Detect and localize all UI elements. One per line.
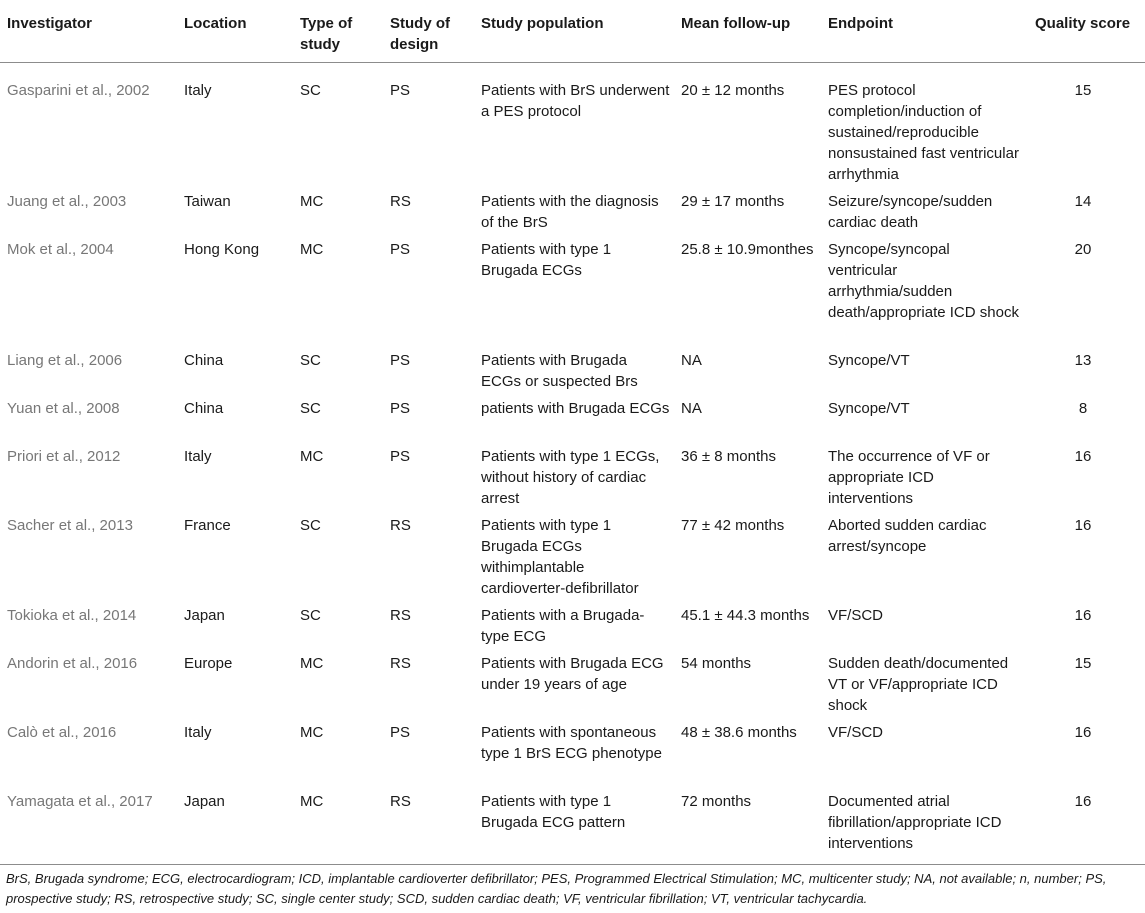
table-bottom-rule [0,864,1145,865]
cell-endpoint: Seizure/syncope/sudden cardiac death [828,193,993,231]
header-location: Location [184,15,247,32]
cell-location: Italy [184,82,212,99]
cell-investigator: Liang et al., 2006 [7,352,123,369]
cell-location: Japan [184,607,225,624]
cell-score: 16 [1074,724,1092,741]
cell-investigator: Yuan et al., 2008 [7,400,120,417]
cell-score: 16 [1074,517,1092,534]
cell-investigator: Sacher et al., 2013 [7,517,133,534]
cell-location: Hong Kong [184,241,260,258]
cell-location: China [184,400,224,417]
cell-type: MC [300,655,324,672]
cell-design: PS [390,724,411,741]
cell-location: Japan [184,793,225,810]
cell-design: RS [390,517,411,534]
cell-design: PS [390,448,411,465]
cell-type: SC [300,400,321,417]
header-type-of-study: Type of study [300,15,353,53]
cell-investigator: Yamagata et al., 2017 [7,793,153,810]
cell-population: Patients with type 1 Brugada ECGs [481,241,612,279]
cell-followup: 29 ± 17 months [681,193,785,210]
cell-population: Patients with type 1 Brugada ECG pattern [481,793,626,831]
cell-location: Italy [184,724,212,741]
cell-score: 8 [1078,400,1088,417]
cell-followup: 77 ± 42 months [681,517,785,534]
cell-score: 14 [1074,193,1092,210]
cell-endpoint: VF/SCD [828,607,884,624]
cell-population: Patients with type 1 Brugada ECGs withimplantable cardioverter-defibrillator [481,517,639,597]
cell-followup: NA [681,352,702,369]
cell-population: Patients with spontaneous type 1 BrS ECG phenotype [481,724,662,762]
cell-investigator: Calò et al., 2016 [7,724,117,741]
header-quality-score: Quality score [1035,15,1131,32]
cell-type: MC [300,241,324,258]
cell-type: MC [300,724,324,741]
header-endpoint: Endpoint [828,15,893,32]
cell-type: MC [300,448,324,465]
cell-score: 20 [1074,241,1092,258]
cell-followup: 36 ± 8 months [681,448,776,465]
cell-design: PS [390,352,411,369]
cell-endpoint: Aborted sudden cardiac arrest/syncope [828,517,987,555]
cell-endpoint: VF/SCD [828,724,884,741]
cell-investigator: Priori et al., 2012 [7,448,121,465]
table-header [0,0,1145,63]
cell-design: RS [390,607,411,624]
cell-population: Patients with Brugada ECGs or suspected Brs [481,352,638,390]
cell-endpoint: The occurrence of VF or appropriate ICD interventions [828,448,990,507]
cell-location: France [184,517,231,534]
cell-design: PS [390,400,411,417]
cell-score: 16 [1074,607,1092,624]
cell-population: Patients with BrS underwent a PES protocol [481,82,670,120]
cell-design: RS [390,193,411,210]
cell-design: RS [390,655,411,672]
cell-investigator: Tokioka et al., 2014 [7,607,137,624]
cell-score: 13 [1074,352,1092,369]
header-study-of-design: Study of design [390,15,450,53]
cell-population: Patients with a Brugada-type ECG [481,607,645,645]
cell-type: MC [300,193,324,210]
cell-location: Taiwan [184,193,231,210]
cell-design: PS [390,82,411,99]
cell-design: RS [390,793,411,810]
cell-followup: 45.1 ± 44.3 months [681,607,810,624]
cell-population: Patients with Brugada ECG under 19 years of age [481,655,664,693]
cell-endpoint: Syncope/VT [828,400,910,417]
cell-investigator: Juang et al., 2003 [7,193,127,210]
cell-population: Patients with type 1 ECGs, without history of cardiac arrest [481,448,660,507]
cell-location: Europe [184,655,233,672]
cell-score: 16 [1074,448,1092,465]
cell-investigator: Andorin et al., 2016 [7,655,138,672]
header-investigator: Investigator [7,15,93,32]
cell-type: SC [300,517,321,534]
cell-followup: 25.8 ± 10.9monthes [681,241,814,258]
cell-endpoint: Sudden death/documented VT or VF/appropriate ICD shock [828,655,1009,714]
cell-location: China [184,352,224,369]
cell-investigator: Mok et al., 2004 [7,241,114,258]
cell-type: SC [300,352,321,369]
cell-endpoint: Syncope/syncopal ventricular arrhythmia/sudden death/appropriate ICD shock [828,241,1019,321]
cell-score: 15 [1074,655,1092,672]
header-mean-follow-up: Mean follow-up [681,15,791,32]
cell-population: patients with Brugada ECGs [481,400,670,417]
cell-followup: 48 ± 38.6 months [681,724,797,741]
cell-score: 16 [1074,793,1092,810]
cell-followup: 72 months [681,793,752,810]
cell-score: 15 [1074,82,1092,99]
header-study-population: Study population [481,15,604,32]
cell-investigator: Gasparini et al., 2002 [7,82,150,99]
cell-type: SC [300,607,321,624]
cell-endpoint: Documented atrial fibrillation/appropriate ICD interventions [828,793,1002,852]
cell-followup: 54 months [681,655,752,672]
cell-followup: 20 ± 12 months [681,82,785,99]
table-footnote: BrS, Brugada syndrome; ECG, electrocardiogram; ICD, implantable cardioverter defibrillator; PES, Programmed Electrical Stimulation; MC, multicenter study; NA, not available; n, number; PS, prospective study; RS, retrospective study; SC, single center study; SCD, sudden cardiac death; VF, ventricular fibrillation; VT, ventricular tachycardia. [6,871,1107,906]
cell-location: Italy [184,448,212,465]
cell-type: SC [300,82,321,99]
cell-design: PS [390,241,411,258]
cell-endpoint: PES protocol completion/induction of sustained/reproducible nonsustained fast ventricular arrhythmia [828,82,1019,183]
cell-type: MC [300,793,324,810]
cell-endpoint: Syncope/VT [828,352,910,369]
cell-followup: NA [681,400,702,417]
cell-population: Patients with the diagnosis of the BrS [481,193,659,231]
